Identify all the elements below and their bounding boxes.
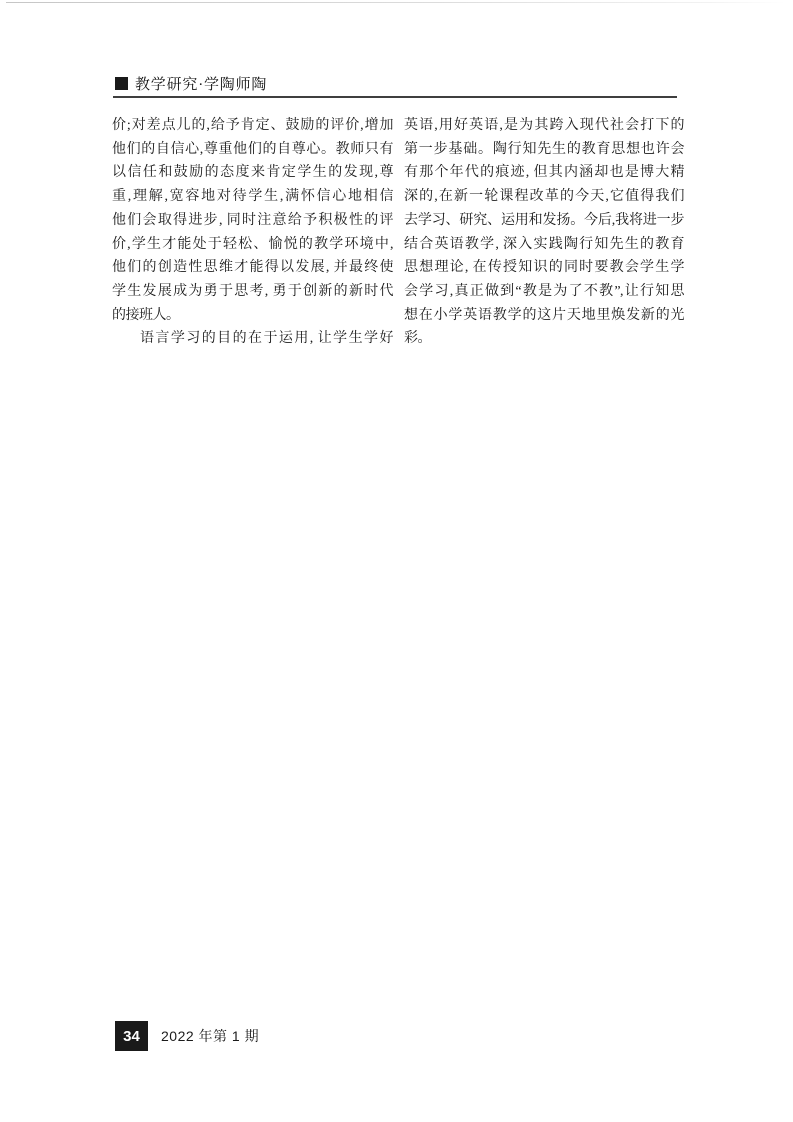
text-line: 重,理解,宽容地对待学生,满怀信心地相信 bbox=[112, 189, 393, 205]
page-header bbox=[115, 73, 267, 94]
issue-label: 2022 年第 1 期 bbox=[161, 1028, 260, 1044]
text-line: 想在小学英语教学的这片天地里焕发新的光 bbox=[404, 307, 684, 323]
text-line: 他们的自信心,尊重他们的自尊心。教师只有 bbox=[112, 141, 393, 157]
text-line: 深的,在新一轮课程改革的今天,它值得我们 bbox=[404, 189, 684, 205]
section-marker-icon bbox=[115, 77, 128, 90]
section-title: 教学研究·学陶师陶 bbox=[135, 77, 268, 93]
text-line: 价;对差点儿的,给予肯定、鼓励的评价,增加 bbox=[112, 118, 393, 133]
text-column-left bbox=[112, 114, 393, 351]
text-column-right bbox=[404, 114, 684, 351]
text-line: 他们会取得进步, 同时注意给予积极性的评 bbox=[112, 212, 393, 228]
text-line: 价,学生才能处于轻松、愉悦的教学环境中, bbox=[112, 236, 393, 252]
text-line: 去学习、研究、运用和发扬。今后,我将进一步 bbox=[404, 212, 684, 228]
text-line: 彩。 bbox=[404, 331, 431, 347]
text-line: 英语,用好英语,是为其跨入现代社会打下的 bbox=[404, 118, 684, 133]
text-line: 思想理论, 在传授知识的同时要教会学生学 bbox=[404, 260, 684, 276]
text-line: 语言学习的目的在于运用, 让学生学好 bbox=[140, 331, 393, 347]
text-line: 学生发展成为勇于思考, 勇于创新的新时代 bbox=[112, 283, 393, 299]
header-rule bbox=[113, 96, 677, 98]
page-edge-scan-artifact bbox=[6, 2, 786, 3]
text-line: 的接班人。 bbox=[112, 307, 180, 323]
text-line: 会学习,真正做到“教是为了不教”,让行知思 bbox=[404, 283, 684, 299]
text-line: 他们的创造性思维才能得以发展, 并最终使 bbox=[112, 260, 393, 276]
text-line: 有那个年代的痕迹, 但其内涵却也是博大精 bbox=[404, 165, 684, 181]
text-line: 结合英语教学, 深入实践陶行知先生的教育 bbox=[404, 236, 684, 252]
text-line: 以信任和鼓励的态度来肯定学生的发现,尊 bbox=[112, 165, 393, 181]
page-number-badge: 34 bbox=[115, 1021, 148, 1051]
page-footer bbox=[115, 1021, 259, 1051]
text-line: 第一步基础。陶行知先生的教育思想也许会 bbox=[404, 141, 684, 157]
